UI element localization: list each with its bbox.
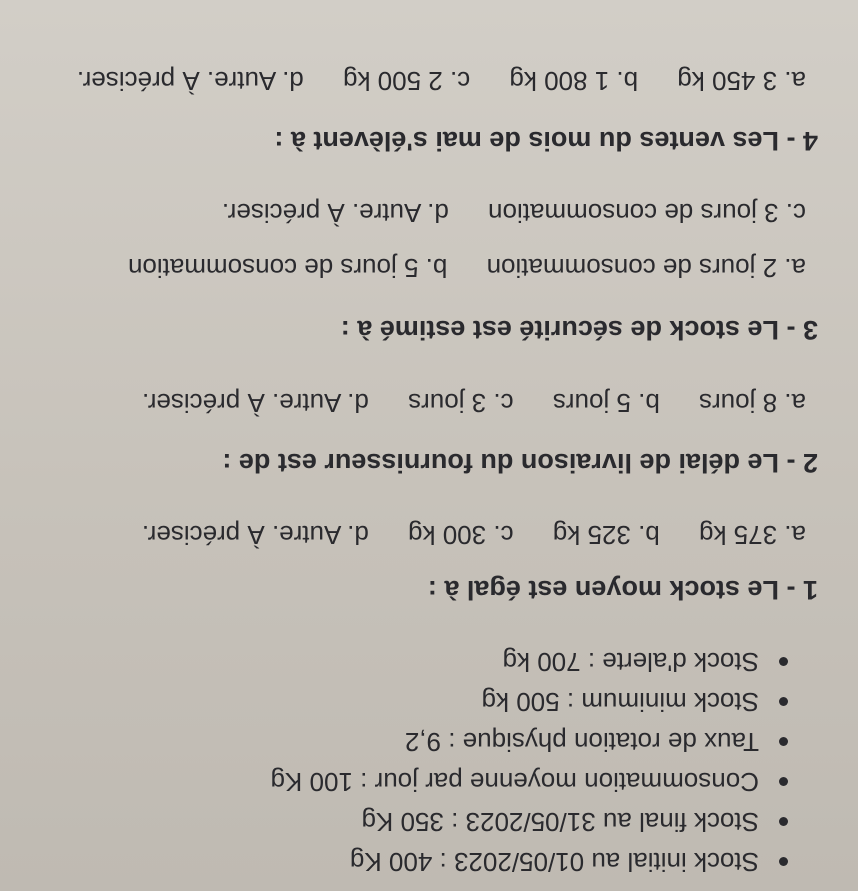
question-2-options bbox=[110, 390, 806, 416]
bullet-icon bbox=[779, 817, 788, 826]
bullet-icon bbox=[779, 737, 788, 746]
bullet-icon bbox=[779, 657, 788, 666]
question-2-option-c: c. 3 jours bbox=[408, 388, 514, 418]
question-3-option-a: a. 2 jours de consommation bbox=[486, 253, 806, 283]
question-2-title: 2 - Le délai de livraison du fournisseur est de : bbox=[222, 448, 818, 478]
bullet-icon bbox=[779, 697, 788, 706]
data-item-initial-stock: Stock initial au 01/05/2023 : 400 Kg bbox=[350, 849, 788, 875]
data-item-daily-consumption: Consommation moyenne par jour : 100 Kg bbox=[271, 769, 789, 795]
data-item-alert-stock: Stock d'alerte : 700 kg bbox=[503, 649, 788, 675]
question-2-option-d: d. Autre. À préciser. bbox=[142, 388, 369, 418]
question-3-options-row-1 bbox=[96, 255, 806, 281]
data-item-final-stock: Stock final au 31/05/2023 : 350 Kg bbox=[361, 809, 788, 835]
question-4-option-c: c. 2 500 kg bbox=[343, 66, 471, 96]
question-1-option-c: c. 300 kg bbox=[408, 520, 514, 550]
question-1-options bbox=[110, 522, 806, 548]
question-1-option-d: d. Autre. À préciser. bbox=[141, 520, 369, 550]
question-4-option-b: b. 1 800 kg bbox=[509, 66, 639, 96]
question-4-option-a: a. 3 450 kg bbox=[677, 66, 806, 96]
question-4-title: 4 - Les ventes du mois de mai s'élèvent à : bbox=[274, 126, 818, 156]
question-4-option-d: d. Autre. À préciser. bbox=[76, 66, 304, 96]
question-4-options bbox=[45, 68, 806, 94]
question-3-option-d: d. Autre. À préciser. bbox=[221, 198, 449, 228]
question-3-option-b: b. 5 jours de consommation bbox=[127, 253, 448, 283]
question-2-option-b: b. 5 jours bbox=[552, 388, 660, 418]
question-1-option-a: a. 375 kg bbox=[699, 520, 806, 550]
bullet-icon bbox=[779, 857, 788, 866]
question-3-title: 3 - Le stock de sécurité est estimé à : bbox=[340, 315, 818, 345]
question-1-option-b: b. 325 kg bbox=[552, 520, 660, 550]
question-3-options-row-2 bbox=[190, 200, 806, 226]
bullet-icon bbox=[779, 777, 788, 786]
question-1-title: 1 - Le stock moyen est égal à : bbox=[427, 575, 818, 605]
question-3-option-c: c. 3 jours de consommation bbox=[488, 198, 806, 228]
data-item-rotation-rate: Taux de rotation physique : 9,2 bbox=[405, 729, 788, 755]
question-2-option-a: a. 8 jours bbox=[699, 388, 806, 418]
data-item-minimum-stock: Stock minimum : 500 kg bbox=[482, 689, 788, 715]
